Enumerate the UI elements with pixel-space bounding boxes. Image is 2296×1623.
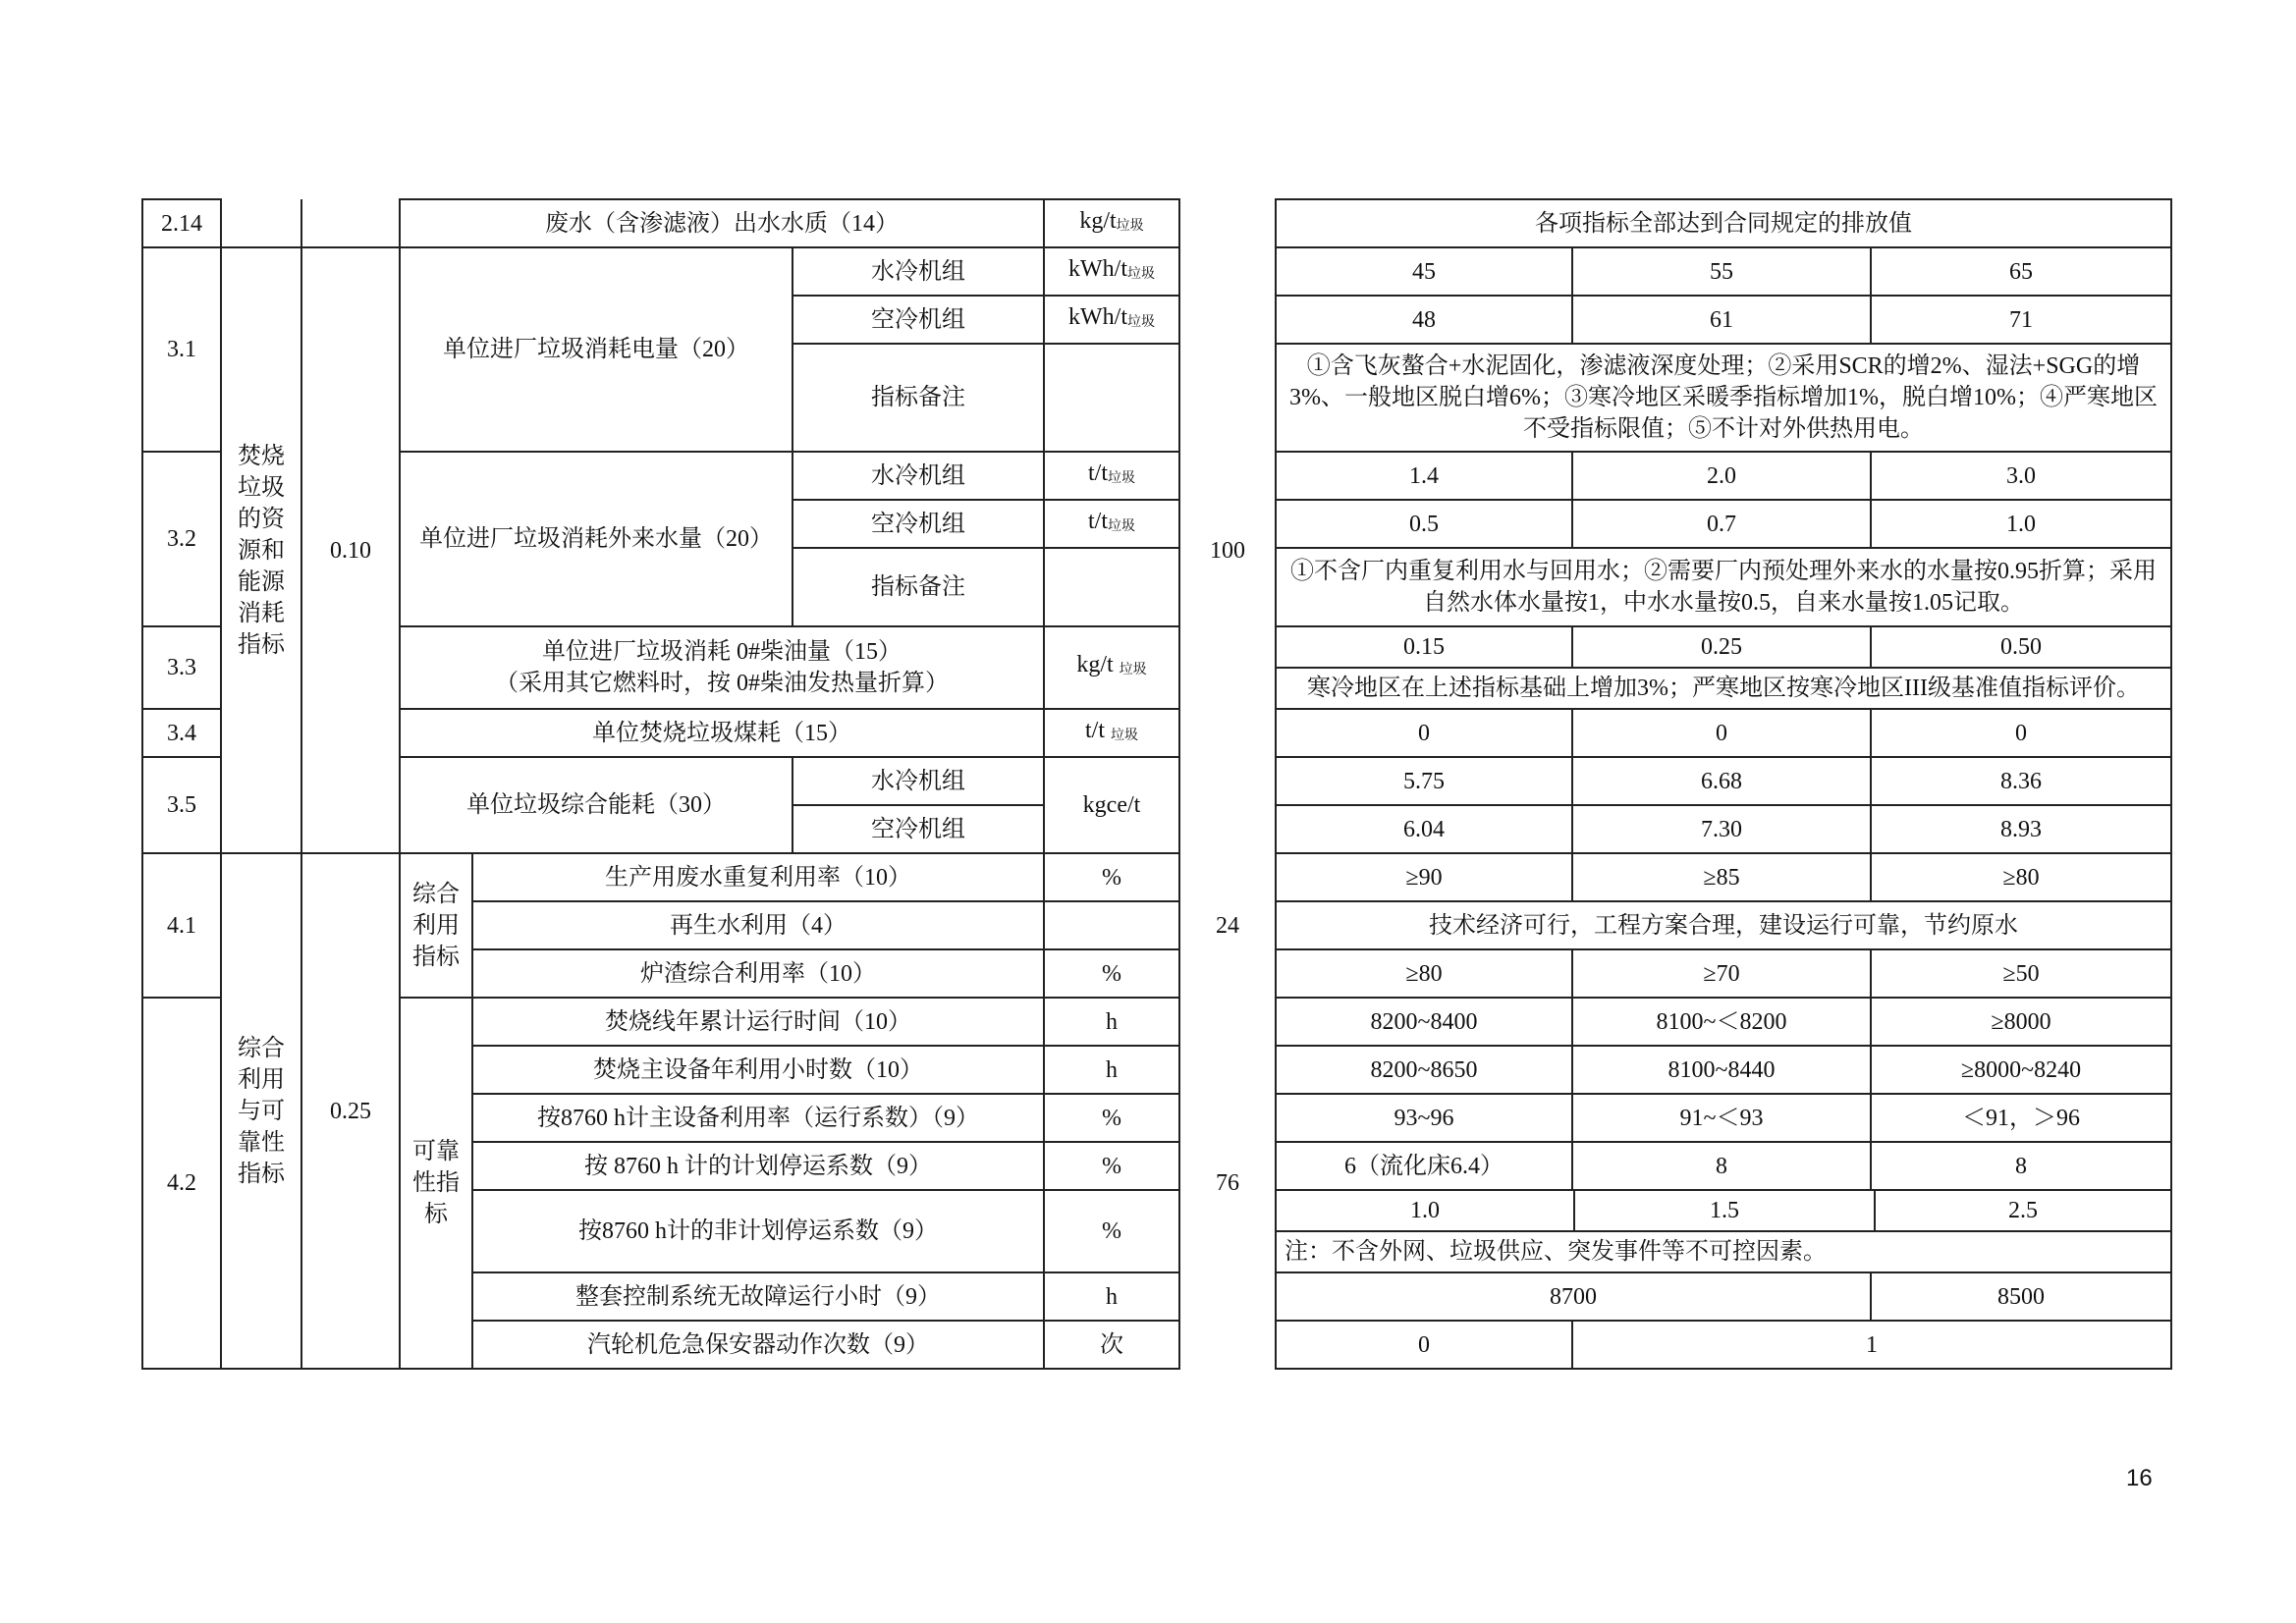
unit-cell: kgce/t — [1044, 757, 1179, 853]
level-2-value: 0.7 — [1572, 500, 1871, 548]
level-2-value: ≥70 — [1572, 949, 1871, 998]
level-3-value: 65 — [1871, 247, 2171, 296]
level-2-value: 8 — [1572, 1142, 1871, 1190]
score-cell: 100 — [1179, 247, 1276, 853]
category-cell: 焚烧垃圾的资源和能源消耗指标 — [221, 247, 301, 853]
level-2-value: 91~＜93 — [1572, 1094, 1871, 1142]
level-2-value: 8100~＜8200 — [1572, 998, 1871, 1046]
indicator-name: 汽轮机危急保安器动作次数（9） — [472, 1321, 1044, 1369]
level-3-value: 3.0 — [1871, 452, 2171, 500]
level-2-value: 55 — [1572, 247, 1871, 296]
unit-cell — [1044, 548, 1179, 626]
sub-category-cell: 可靠性指标 — [400, 998, 472, 1369]
level-1-2-value: 8700 — [1276, 1272, 1871, 1321]
indicator-note: 注：不含外网、垃圾供应、突发事件等不可控因素。 — [1285, 1239, 1827, 1265]
table-row — [142, 998, 2171, 1046]
weight-cell — [301, 199, 400, 247]
unit-cell — [1044, 344, 1179, 452]
indicator-note: ①含飞灰螯合+水泥固化，渗滤液深度处理；②采用SCR的增2%、湿法+SGG的增3%、一般地区脱白增6%；③寒冷地区采暖季指标增加1%，脱白增10%；④严寒地区不受指标限值；⑤不计对外供热用电。 — [1276, 344, 2171, 452]
level-2-value: 8100~8440 — [1572, 1046, 1871, 1094]
level-1-value: 45 — [1276, 247, 1572, 296]
indicator-name: 单位进厂垃圾消耗电量（20） — [400, 247, 793, 452]
indicator-name: 废水（含渗滤液）出水水质（14） — [400, 199, 1044, 247]
row-number: 3.4 — [142, 709, 221, 757]
unit-cell: $t/t_{垃圾}$ — [1044, 500, 1179, 548]
page-number: 16 — [2126, 1465, 2153, 1491]
level-2-value: ≥85 — [1572, 853, 1871, 901]
score-cell: 76 — [1179, 998, 1276, 1369]
indicator-name: 按8760 h计的非计划停运系数（9） — [472, 1190, 1044, 1272]
sub-indicator: 空冷机组 — [793, 500, 1044, 548]
indicator-name: 单位进厂垃圾消耗外来水量（20） — [400, 452, 793, 626]
unit-cell: h — [1044, 998, 1179, 1046]
indicator-name: 单位焚烧垃圾煤耗（15） — [400, 709, 1044, 757]
indicator-note: 寒冷地区在上述指标基础上增加3%；严寒地区按寒冷地区III级基准值指标评价。 — [1276, 668, 2171, 709]
unit-cell: 次 — [1044, 1321, 1179, 1369]
level-3-value: 2.5 — [2008, 1198, 2038, 1223]
table-row — [142, 853, 2171, 901]
indicator-name: 焚烧主设备年利用小时数（10） — [472, 1046, 1044, 1094]
benchmark-value: 各项指标全部达到合同规定的排放值 — [1276, 199, 2171, 247]
level-1-value: ≥90 — [1276, 853, 1572, 901]
table-row — [142, 247, 2171, 296]
level-2-value: 0.25 — [1572, 626, 1871, 668]
level-3-value: 1.0 — [1871, 500, 2171, 548]
level-1-value: ≥80 — [1276, 949, 1572, 998]
level-3-value: 8500 — [1871, 1272, 2171, 1321]
weight-cell: 0.25 — [301, 853, 400, 1369]
unit-cell: % — [1044, 1142, 1179, 1190]
level-1-value: 0.5 — [1276, 500, 1572, 548]
level-3-value: 8 — [1871, 1142, 2171, 1190]
row-number: 2.14 — [142, 199, 221, 247]
indicator-name: 整套控制系统无故障运行小时（9） — [472, 1272, 1044, 1321]
level-1-value: 1.0 — [1277, 1191, 1575, 1230]
indicator-name: 生产用废水重复利用率（10） — [472, 853, 1044, 901]
unit-cell: kWh/$t_{垃圾}$ — [1044, 247, 1179, 296]
weight-cell: 0.10 — [301, 247, 400, 853]
level-3-value: 0.50 — [1871, 626, 2171, 668]
score-cell: 24 — [1179, 853, 1276, 998]
level-1-value: 8200~8650 — [1276, 1046, 1572, 1094]
level-1-value: 8200~8400 — [1276, 998, 1572, 1046]
indicator-note: ①不含厂内重复利用水与回用水；②需要厂内预处理外来水的水量按0.95折算；采用自然水体水量按1，中水水量按0.5，自来水量按1.05记取。 — [1276, 548, 2171, 626]
level-3-value: 8.36 — [1871, 757, 2171, 805]
score-cell — [1179, 199, 1276, 247]
level-2-value: 6.68 — [1572, 757, 1871, 805]
unit-cell: t/t $_{垃圾}$ — [1044, 709, 1179, 757]
level-2-value: 2.0 — [1572, 452, 1871, 500]
benchmark-value: 技术经济可行，工程方案合理，建设运行可靠，节约原水 — [1276, 901, 2171, 949]
sub-indicator: 水冷机组 — [793, 757, 1044, 805]
category-cell: 综合利用与可靠性指标 — [221, 853, 301, 1369]
level-3-value: 8.93 — [1871, 805, 2171, 853]
level-3-value: ≥50 — [1871, 949, 2171, 998]
level-1-value: 93~96 — [1276, 1094, 1572, 1142]
level-2-value: 61 — [1572, 296, 1871, 344]
level-3-value: 71 — [1871, 296, 2171, 344]
table-row — [142, 199, 2171, 247]
row-number: 3.3 — [142, 626, 221, 709]
level-3-value: ≥8000 — [1871, 998, 2171, 1046]
table-row — [142, 709, 2171, 757]
level-2-value: 7.30 — [1572, 805, 1871, 853]
indicator-name: 再生水利用（4） — [472, 901, 1044, 949]
level-3-value: ＜91，＞96 — [1871, 1094, 2171, 1142]
indicator-name: 按8760 h计主设备利用率（运行系数）（9） — [472, 1094, 1044, 1142]
table-row — [142, 452, 2171, 500]
level-2-value: 0 — [1572, 709, 1871, 757]
row-number: 3.5 — [142, 757, 221, 853]
indicator-table-wrapper — [141, 198, 2170, 1370]
row-number: 4.1 — [142, 853, 221, 998]
unit-cell: $t/t_{垃圾}$ — [1044, 452, 1179, 500]
unit-cell: h — [1044, 1272, 1179, 1321]
level-2-value: 1.5 — [1575, 1191, 1876, 1230]
unit-cell: % — [1044, 949, 1179, 998]
unit-cell: h — [1044, 1046, 1179, 1094]
indicator-table — [141, 198, 2172, 1370]
level-1-value: 0.15 — [1276, 626, 1572, 668]
category-cell — [221, 199, 301, 247]
indicator-name: 单位垃圾综合能耗（30） — [400, 757, 793, 853]
sub-category-cell: 综合利用指标 — [400, 853, 472, 998]
unit-cell — [1044, 901, 1179, 949]
unit-cell: kg/t $_{垃圾}$ — [1044, 626, 1179, 709]
level-3-value: 0 — [1871, 709, 2171, 757]
unit-cell: % — [1044, 1094, 1179, 1142]
unit-cell: % — [1044, 853, 1179, 901]
unit-cell: $kg/t_{垃圾}$ — [1044, 199, 1179, 247]
sub-indicator: 指标备注 — [793, 344, 1044, 452]
indicator-name: 焚烧线年累计运行时间（10） — [472, 998, 1044, 1046]
indicator-name: 单位进厂垃圾消耗 0#柴油量（15） （采用其它燃料时，按 0#柴油发热量折算） — [400, 626, 1044, 709]
value-with-note — [1276, 1190, 2171, 1272]
level-1-value: 0 — [1276, 709, 1572, 757]
row-number: 3.1 — [142, 247, 221, 452]
row-number: 4.2 — [142, 998, 221, 1369]
sub-indicator: 水冷机组 — [793, 247, 1044, 296]
table-row — [142, 757, 2171, 805]
level-1-value: 6.04 — [1276, 805, 1572, 853]
level-3-value: ≥8000~8240 — [1871, 1046, 2171, 1094]
unit-cell: % — [1044, 1190, 1179, 1272]
sub-indicator: 水冷机组 — [793, 452, 1044, 500]
unit-cell: kWh/$t_{垃圾}$ — [1044, 296, 1179, 344]
level-3-value: ≥80 — [1871, 853, 2171, 901]
sub-indicator: 指标备注 — [793, 548, 1044, 626]
indicator-name: 炉渣综合利用率（10） — [472, 949, 1044, 998]
table-row — [142, 626, 2171, 668]
indicator-name: 按 8760 h 计的计划停运系数（9） — [472, 1142, 1044, 1190]
level-1-value: 1.4 — [1276, 452, 1572, 500]
level-1-value: 0 — [1276, 1321, 1572, 1369]
level-2-3-value: 1 — [1572, 1321, 2171, 1369]
level-1-value: 48 — [1276, 296, 1572, 344]
sub-indicator: 空冷机组 — [793, 805, 1044, 853]
level-1-value: 6（流化床6.4） — [1276, 1142, 1572, 1190]
row-number: 3.2 — [142, 452, 221, 626]
sub-indicator: 空冷机组 — [793, 296, 1044, 344]
level-1-value: 5.75 — [1276, 757, 1572, 805]
